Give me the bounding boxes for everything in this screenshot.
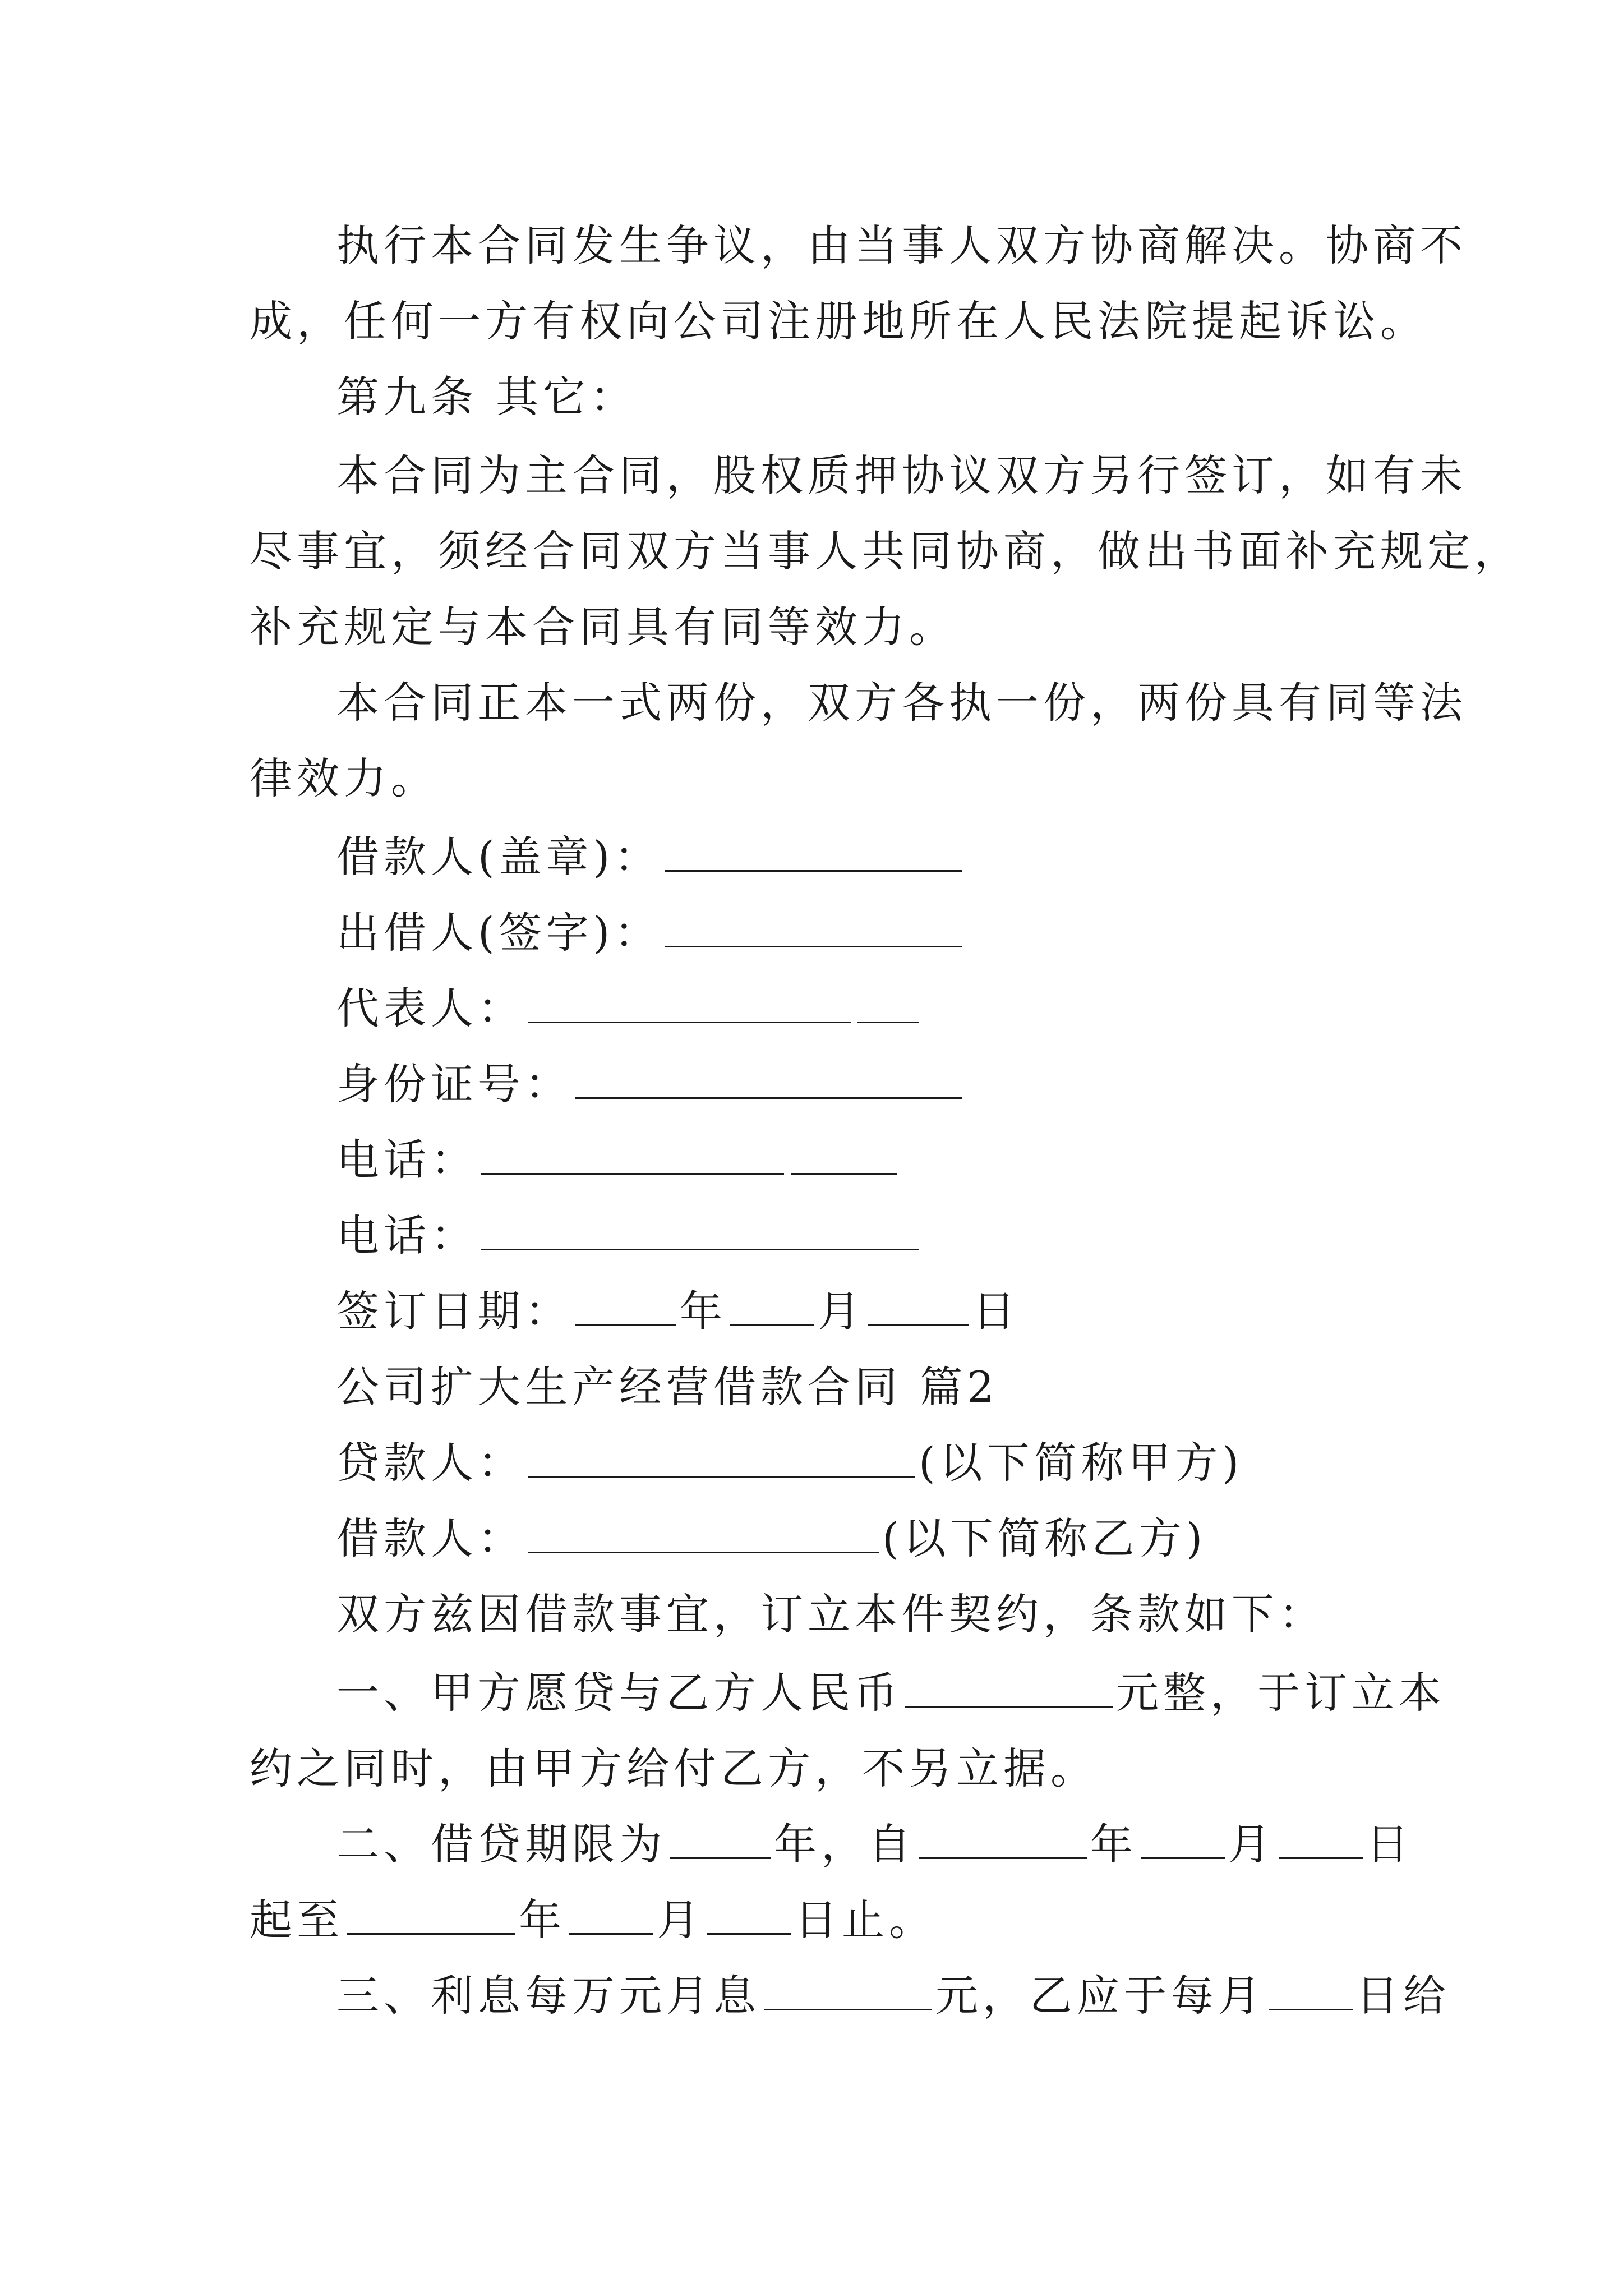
id-number-blank[interactable] <box>575 1064 962 1099</box>
representative-label: 代表人： <box>336 983 525 1033</box>
end-month-blank[interactable] <box>569 1899 653 1935</box>
lender-sign-label: 出借人(签字)： <box>336 908 662 958</box>
year-label: 年 <box>1090 1819 1137 1869</box>
end-year-blank[interactable] <box>347 1899 515 1935</box>
borrower-seal-blank[interactable] <box>665 836 962 872</box>
phone-blank-2[interactable] <box>791 1139 897 1175</box>
month-blank[interactable] <box>730 1291 814 1326</box>
clause-2-text: 二、借贷期限为 <box>336 1819 666 1869</box>
clause-1-line <box>336 1668 1446 1718</box>
paragraph-line: 律效力。 <box>250 753 438 803</box>
lender-sign-row <box>336 908 965 958</box>
intro-line: 双方兹因借款事宜，订立本件契约，条款如下： <box>336 1589 1326 1639</box>
lender-suffix: (以下简称甲方) <box>919 1438 1244 1488</box>
id-number-row <box>336 1059 966 1109</box>
year-label: 年 <box>680 1286 727 1336</box>
phone-row-1 <box>336 1135 901 1185</box>
clause-1-line-2: 约之同时，由甲方给付乙方，不另立据。 <box>250 1743 1098 1793</box>
borrower-row <box>336 1513 1207 1563</box>
borrower-blank[interactable] <box>528 1518 879 1553</box>
year-blank[interactable] <box>575 1291 676 1326</box>
representative-row <box>336 983 923 1033</box>
clause-1-text-2: 元整，于订立本 <box>1116 1668 1446 1718</box>
phone-row-2 <box>336 1211 922 1260</box>
day-label: 日止。 <box>795 1895 936 1945</box>
clause-1-text: 一、甲方愿贷与乙方人民币 <box>336 1668 902 1718</box>
day-blank[interactable] <box>868 1291 969 1326</box>
clause-3-text-3: 日给 <box>1356 1971 1450 2021</box>
borrower-label: 借款人： <box>336 1513 525 1563</box>
end-day-blank[interactable] <box>707 1899 791 1935</box>
lender-sign-blank[interactable] <box>665 912 962 947</box>
paragraph-line: 尽事宜，须经合同双方当事人共同协商，做出书面补充规定， <box>250 526 1521 576</box>
borrower-seal-label: 借款人(盖章)： <box>336 832 662 882</box>
year-label: 年 <box>519 1895 566 1945</box>
day-label: 日 <box>1366 1819 1413 1869</box>
phone-blank[interactable] <box>481 1215 919 1250</box>
lender-row <box>336 1438 1244 1488</box>
borrower-suffix: (以下简称乙方) <box>882 1513 1207 1563</box>
phone-label: 电话： <box>336 1211 478 1260</box>
article-heading: 第九条 其它： <box>336 372 638 422</box>
amount-blank[interactable] <box>905 1672 1113 1708</box>
lender-label: 贷款人： <box>336 1438 525 1488</box>
clause-3-line <box>336 1971 1450 2021</box>
term-years-blank[interactable] <box>670 1824 771 1859</box>
clause-3-text-2: 元，乙应于每月 <box>935 1971 1265 2021</box>
phone-blank[interactable] <box>481 1139 784 1175</box>
paragraph-line: 本合同为主合同，股权质押协议双方另行签订，如有未 <box>336 450 1467 500</box>
clause-2-line <box>336 1819 1413 1869</box>
paragraph-line: 本合同正本一式两份，双方各执一份，两份具有同等法 <box>336 678 1467 728</box>
day-label: 日 <box>972 1286 1020 1336</box>
pay-day-blank[interactable] <box>1269 1975 1353 2010</box>
start-day-blank[interactable] <box>1279 1824 1363 1859</box>
paragraph-line: 执行本合同发生争议，由当事人双方协商解决。协商不 <box>336 220 1467 270</box>
clause-2-line-2 <box>250 1895 936 1945</box>
clause-2-text-3: 起至 <box>250 1895 344 1945</box>
representative-blank[interactable] <box>528 988 851 1023</box>
lender-blank[interactable] <box>528 1442 915 1478</box>
clause-2-text-2: 年，自 <box>774 1819 915 1869</box>
representative-blank-2[interactable] <box>857 988 919 1023</box>
month-label: 月 <box>657 1895 704 1945</box>
phone-label: 电话： <box>336 1135 478 1185</box>
start-month-blank[interactable] <box>1141 1824 1225 1859</box>
sign-date-row <box>336 1286 1020 1336</box>
month-label: 月 <box>818 1286 865 1336</box>
id-number-label: 身份证号： <box>336 1059 572 1109</box>
clause-3-text: 三、利息每万元月息 <box>336 1971 760 2021</box>
borrower-seal-row <box>336 832 965 882</box>
sign-date-label: 签订日期： <box>336 1286 572 1336</box>
paragraph-line: 补充规定与本合同具有同等效力。 <box>250 602 956 652</box>
interest-blank[interactable] <box>764 1975 932 2010</box>
section-heading: 公司扩大生产经营借款合同 篇2 <box>336 1362 999 1412</box>
month-label: 月 <box>1228 1819 1275 1869</box>
paragraph-line: 成，任何一方有权向公司注册地所在人民法院提起诉讼。 <box>250 296 1427 346</box>
start-year-blank[interactable] <box>919 1824 1087 1859</box>
